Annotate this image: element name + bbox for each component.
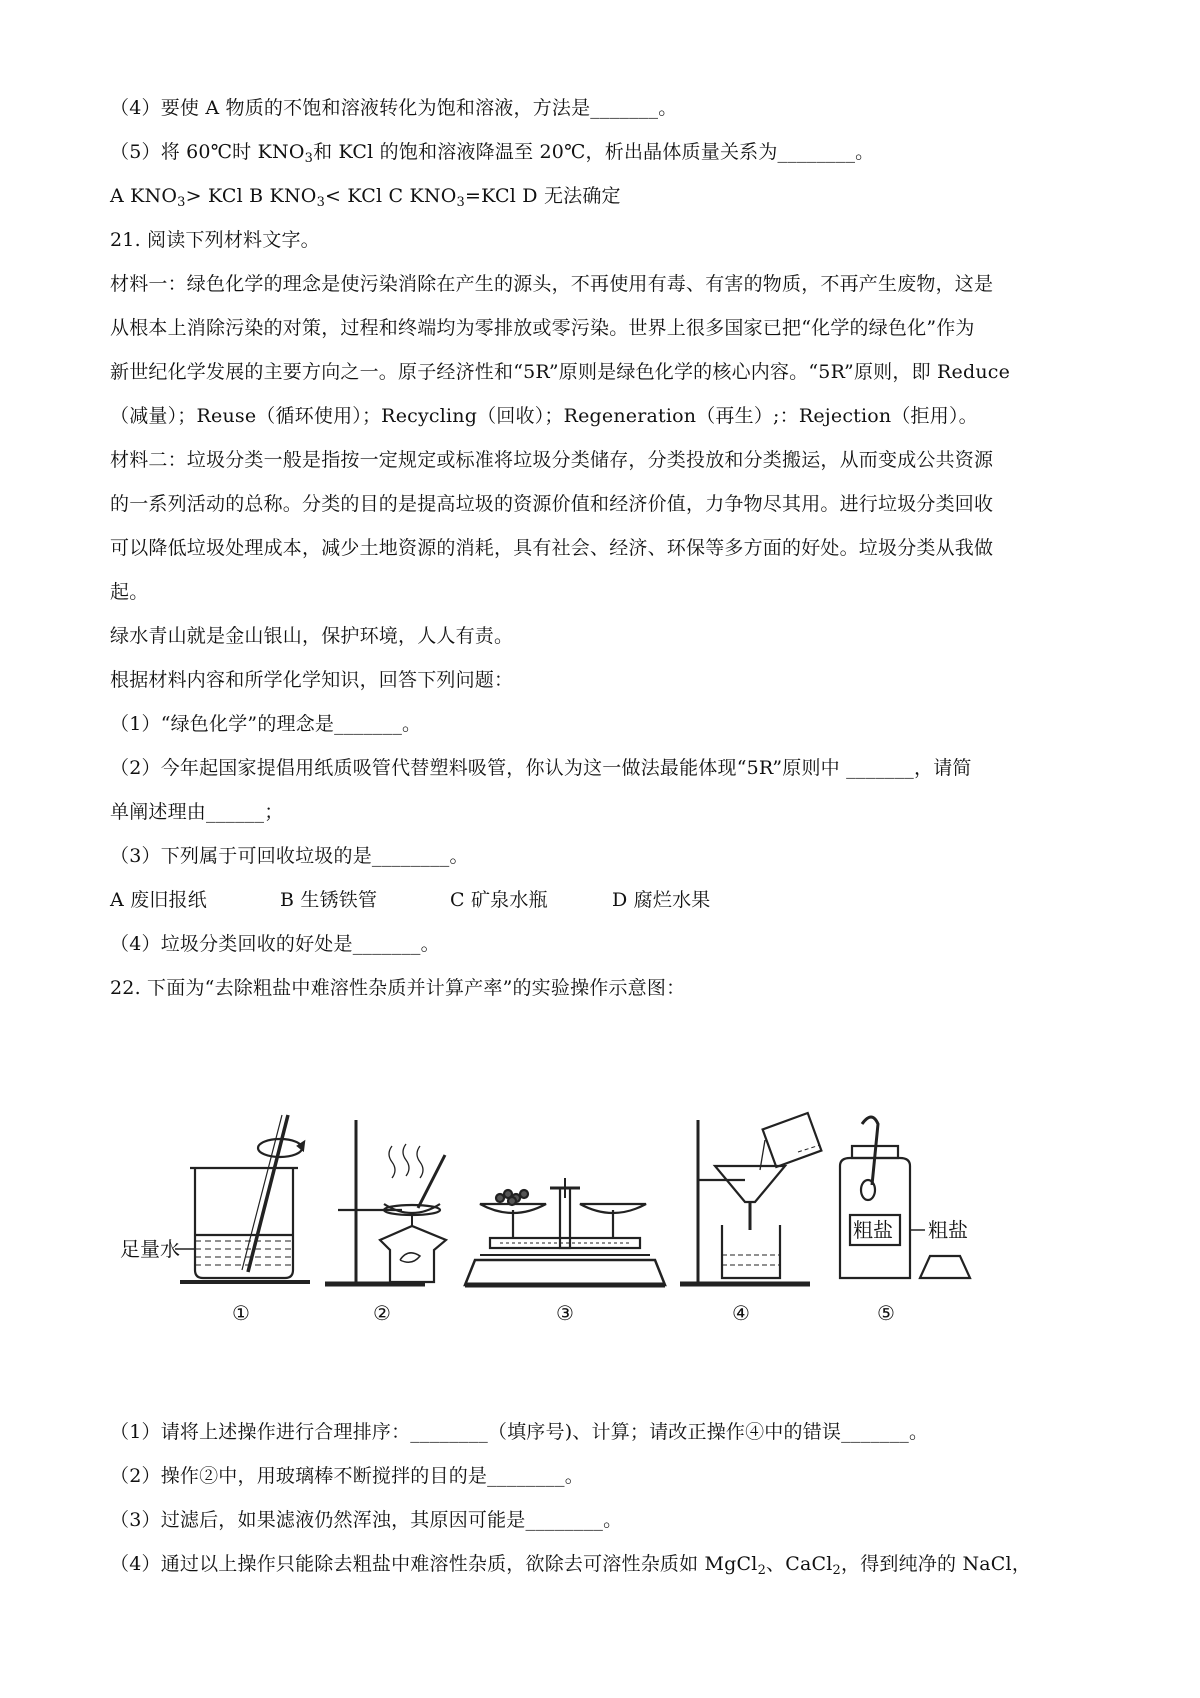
question-22-3: （3）过滤后，如果滤液仍然浑浊，其原因可能是________。 — [110, 1509, 623, 1531]
instruction: 根据材料内容和所学化学知识，回答下列问题： — [110, 669, 514, 691]
question-20-5: （5）将 60℃时 $KNO_3$和 KCl 的饱和溶液降温至 20℃，析出晶体质量关系为________。 — [110, 141, 875, 166]
balance-scale — [465, 1178, 665, 1285]
question-22-1: （1）请将上述操作进行合理排序：________（填序号)、计算；请改正操作④中的错误_______。 — [110, 1421, 929, 1443]
material-2-line: 的一系列活动的总称。分类的目的是提高垃圾的资源价值和经济价值，力争物尽其用。进行垃圾分类回收 — [110, 493, 994, 515]
dissolving-beaker — [175, 1115, 310, 1282]
option-d: D 腐烂水果 — [612, 889, 711, 911]
material-1-line: 新世纪化学发展的主要方向之一。原子经济性和“5R”原则是绿色化学的核心内容。“5R”原则，即 Reduce — [110, 361, 1011, 383]
step-number: ④ — [732, 1301, 750, 1325]
material-2-line: 可以降低垃圾处理成本，减少土地资源的消耗，具有社会、经济、环保等多方面的好处。垃圾分类从我做 — [110, 537, 994, 559]
question-21-1: （1）“绿色化学”的理念是_______。 — [110, 713, 422, 735]
question-20-4: （4）要使 A 物质的不饱和溶液转化为饱和溶液，方法是_______。 — [110, 97, 678, 119]
question-20-5-options: A $KNO_3>$ KCl B $KNO_3<$ KCl C $KNO_3=KCl$ D 无法确定 — [110, 185, 621, 210]
question-21-title: 21. 阅读下列材料文字。 — [110, 229, 320, 251]
material-2-line: 材料二：垃圾分类一般是指按一定规定或标准将垃圾分类储存，分类投放和分类搬运，从而变成公共资源 — [110, 449, 994, 471]
material-2-line: 起。 — [110, 581, 149, 603]
question-22-title: 22. 下面为“去除粗盐中难溶性杂质并计算产率”的实验操作示意图： — [110, 977, 686, 999]
material-1-line: 从根本上消除污染的对策，过程和终端均为零排放或零污染。世界上很多国家已把“化学的绿色化”作为 — [110, 317, 975, 339]
salt-bottle — [840, 1117, 970, 1278]
option-b: B 生锈铁管 — [280, 889, 378, 911]
question-21-2-cont: 单阐述理由______； — [110, 801, 284, 823]
option-c: C 矿泉水瓶 — [450, 889, 548, 911]
filtration-setup — [680, 1113, 821, 1284]
question-21-3: （3）下列属于可回收垃圾的是________。 — [110, 845, 469, 867]
material-1-line: （减量）；Reuse（循环使用）；Recycling（回收）；Regeneration（再生）;：Rejection（拒用）。 — [110, 405, 978, 427]
question-21-2: （2）今年起国家提倡用纸质吸管代替塑料吸管，你认为这一做法最能体现“5R”原则中 _______，请简 — [110, 757, 972, 779]
step-number: ⑤ — [877, 1301, 895, 1325]
question-22-4: （4）通过以上操作只能除去粗盐中难溶性杂质，欲除去可溶性杂质如 MgCl$_2$、CaCl$_2$，得到纯净的 NaCl， — [110, 1553, 1032, 1578]
water-label: 足量水 — [120, 1237, 180, 1261]
question-22-2: （2）操作②中，用玻璃棒不断搅拌的目的是________。 — [110, 1465, 584, 1487]
option-a: A 废旧报纸 — [110, 889, 207, 911]
experiment-figure — [120, 1110, 1030, 1350]
material-1-line: 材料一：绿色化学的理念是使污染消除在产生的源头，不再使用有毒、有害的物质，不再产生废物，这是 — [110, 273, 994, 295]
step-number: ③ — [556, 1301, 574, 1325]
question-21-3-options — [110, 888, 710, 912]
slogan: 绿水青山就是金山银山，保护环境，人人有责。 — [110, 625, 514, 647]
question-21-4: （4）垃圾分类回收的好处是_______。 — [110, 933, 440, 955]
salt-pile-label: 粗盐 — [928, 1218, 968, 1242]
salt-jar-label: 粗盐 — [853, 1218, 893, 1242]
evaporation-setup — [325, 1120, 446, 1284]
step-number: ② — [373, 1301, 391, 1325]
step-number: ① — [232, 1301, 250, 1325]
